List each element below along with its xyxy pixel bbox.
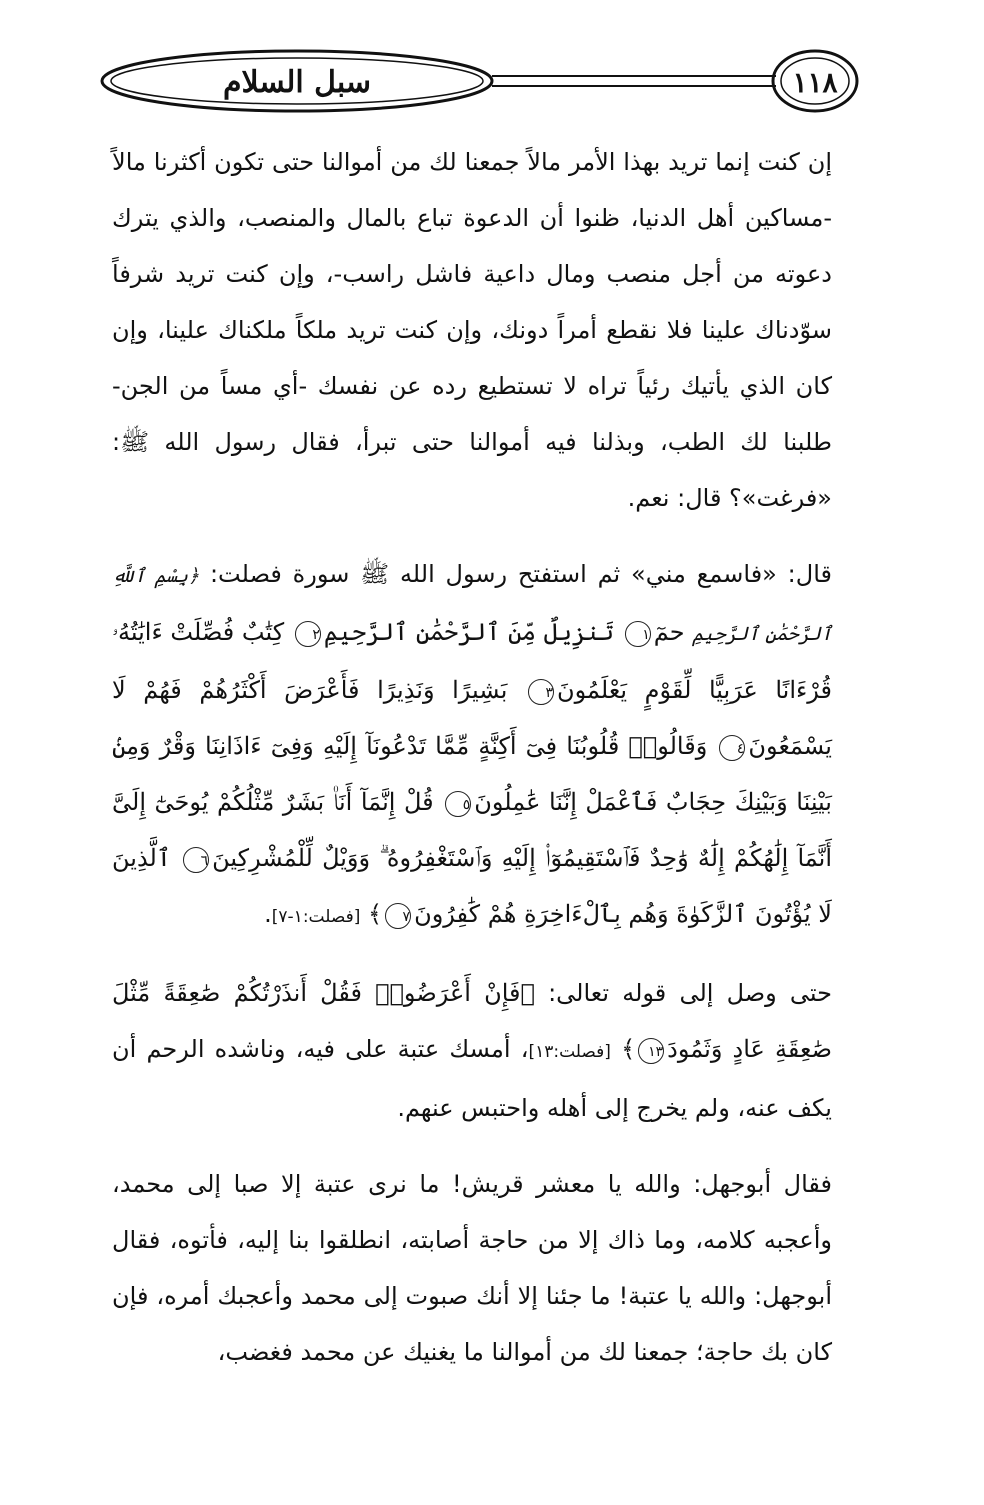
- verse-text: تَنزِيلٌ مِّنَ ٱلرَّحْمَٰنِ ٱلرَّحِيمِ: [323, 618, 615, 646]
- running-title: سبل السلام: [222, 65, 372, 100]
- surah-reference: [فصلت:١-٧]: [271, 907, 361, 927]
- verse-number-marker: ١٣: [638, 1038, 664, 1064]
- verse-text: وَقَالُوا۟ قُلُوبُنَا فِىٓ أَكِنَّةٍ مِّمَّا تَدْعُونَآ إِلَيْهِ وَفِىٓ ءَاذَانِنَا وَقْرٌ وَمِنۢ بَيْنِنَا وَبَيْنِكَ حِجَابٌ فَٱعْمَلْ إِنَّنَا عَٰمِلُونَ: [112, 732, 832, 816]
- header-frame-ornament: [92, 45, 862, 117]
- verse-number-marker: ٣: [528, 679, 554, 705]
- verse-number-marker: ١: [625, 621, 651, 647]
- paragraph-2: [112, 546, 832, 945]
- verse-text: بَشِيرًا وَنَذِيرًا فَأَعْرَضَ أَكْثَرُهُمْ فَهُمْ لَا يَسْمَعُونَ: [112, 676, 832, 760]
- paragraph-3: [112, 965, 832, 1136]
- verse-text: كِتَٰبٌ فُصِّلَتْ ءَايَٰتُهُۥ قُرْءَانًا عَرَبِيًّا لِّقَوْمٍ يَعْلَمُونَ: [112, 618, 833, 704]
- quran-quote: [112, 560, 832, 928]
- page-body: [112, 134, 832, 1380]
- page-number: ١١٨: [792, 66, 838, 99]
- quote-close-bracket: ﴾: [621, 1035, 636, 1063]
- paragraph-1: إن كنت إنما تريد بهذا الأمر مالاً جمعنا لك من أموالنا حتى تكون أكثرنا مالاً -مساكين أهل الدنيا، ظنوا أن الدعوة تباع بالمال والمنصب، والذي يترك دعوته من أجل منصب ومال داعية فاشل راسب-، وإن كنت تريد شرفاً سوّدناك علينا فلا نقطع أمراً دونك، وإن كنت تريد ملكاً ملكناك علينا، وإن كان الذي يأتيك رئياً تراه لا تستطيع رده عن نفسك -أي مساً من الجن- طلبنا لك الطب، وبذلنا فيه أموالنا حتى تبرأ، فقال رسول الله ﷺ: «فرغت»؟ قال: نعم.: [112, 148, 832, 512]
- surah-reference: [فصلت:١٣]: [528, 1042, 611, 1062]
- verse-number-marker: ٧: [385, 903, 411, 929]
- verse-number-marker: ٦: [183, 847, 209, 873]
- sentence-end: .: [264, 900, 272, 928]
- verse-number-marker: ٤: [719, 735, 745, 761]
- paragraph-3-intro: حتى وصل إلى قوله تعالى:: [548, 979, 832, 1007]
- verse-number-marker: ٢: [295, 621, 321, 647]
- verse-text: قُلْ إِنَّمَآ أَنَا۠ بَشَرٌ مِّثْلُكُمْ يُوحَىٰٓ إِلَىَّ أَنَّمَآ إِلَٰهُكُمْ إِلَٰهٌ وَٰحِدٌ فَٱسْتَقِيمُوٓا۟ إِلَيْهِ وَٱسْتَغْفِرُوهُ ۗ وَوَيْلٌ لِّلْمُشْرِكِينَ: [112, 788, 832, 872]
- paragraph-4: فقال أبوجهل: والله يا معشر قريش! ما نرى عتبة إلا صبا إلى محمد، وأعجبه كلامه، وما ذاك إلا من حاجة أصابته، انطلقوا بنا إليه، فأتوه، فقال أبوجهل: والله يا عتبة! ما جئنا إلا أنك صبوت إلى محمد وأعجبك أمره، فإن كان بك حاجة؛ جمعنا لك من أموالنا ما يغنيك عن محمد فغضب،: [112, 1170, 832, 1366]
- page-header: [92, 45, 862, 117]
- paragraph-3-rest: ، أمسك عتبة على فيه، وناشده الرحم أن يكف عنه، ولم يخرج إلى أهله واحتبس عنهم.: [112, 1035, 832, 1122]
- verse-number-marker: ٥: [445, 791, 471, 817]
- quote-close-bracket: ﴾: [368, 900, 383, 928]
- verse-text: ٱلَّذِينَ لَا يُؤْتُونَ ٱلزَّكَوٰةَ وَهُم بِٱلْءَاخِرَةِ هُمْ كَٰفِرُونَ: [112, 844, 832, 928]
- verse-text: حمٓ: [653, 618, 685, 646]
- verse-text: ﴿فَإِنْ أَعْرَضُوا۟ فَقُلْ أَنذَرْتُكُمْ صَٰعِقَةً مِّثْلَ صَٰعِقَةِ عَادٍ وَثَمُودَ: [112, 979, 833, 1063]
- paragraph-2-intro: قال: «فاسمع مني» ثم استفتح رسول الله ﷺ سورة فصلت:: [209, 560, 832, 588]
- bismillah: ﴿بِسْمِ ٱللَّهِ ٱلرَّحْمَٰنِ ٱلرَّحِيمِ: [112, 565, 832, 645]
